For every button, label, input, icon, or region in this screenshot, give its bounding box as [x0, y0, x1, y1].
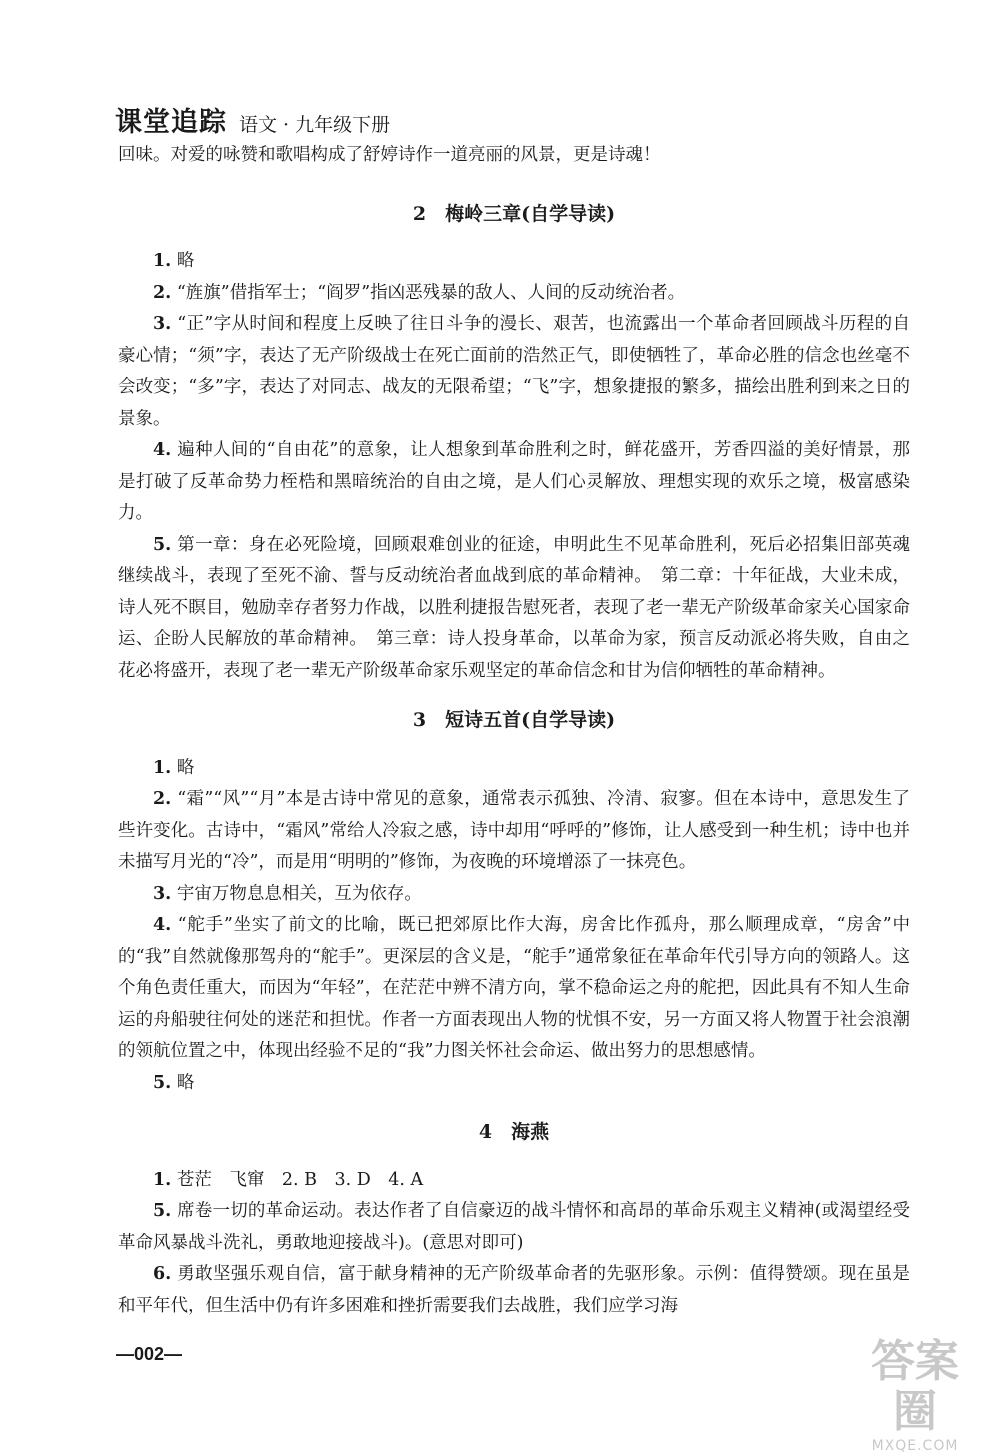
watermark-site: MXQE.COM — [871, 1438, 959, 1454]
list-item: 2. “霜”“风”“月”本是古诗中常见的意象，通常表示孤独、冷清、寂寥。但在本诗中，意思发生了些许变化。古诗中，“霜风”常给人冷寂之感，诗中却用“呼呼的”修饰，让人感受到一种生机；诗中也并未描写月光的“冷”，而是用“明明的”修饰，为夜晚的环境增添了一抹亮色。 — [118, 789, 910, 872]
list-item: 5. 第一章：身在必死险境，回顾艰难创业的征途，申明此生不见革命胜利，死后必招集旧部英魂继续战斗，表现了至死不渝、誓与反动统治者血战到底的革命精神。 第二章：十年征战，大业未成，诗人死不瞑目，勉励幸存者努力作战，以胜利捷报告慰死者，表现了老一辈无产阶级革命家关心国家命运、企盼人民解放的革命精神。 第三章：诗人投身革命，以革命为家，预言反动派必将失败，自由之花必将盛开，表现了老一辈无产阶级革命家乐观坚定的革命信念和甘为信仰牺牲的革命精神。 — [118, 534, 910, 681]
list-item: 1. 略 — [153, 251, 195, 271]
page-content — [118, 140, 910, 1322]
subject-title: 语文 · 九年级下册 — [239, 114, 391, 136]
list-item: 4. 遍种人间的“自由花”的意象，让人想象到革命胜利之时，鲜花盛开，芳香四溢的美好情景，那是打破了反革命势力桎梏和黑暗统治的自由之境，是人们心灵解放、理想实现的欢乐之境，极富感染力。 — [118, 440, 910, 523]
watermark-brand: 答案圈 — [871, 1336, 959, 1437]
page-header — [115, 100, 390, 139]
watermark-logo — [855, 1336, 975, 1454]
page-number: —002— — [116, 1344, 183, 1364]
list-item: 5. 略 — [153, 1072, 195, 1093]
section-title: 2 梅岭三章(自学导读) — [412, 202, 616, 225]
section-title: 4 海燕 — [478, 1121, 550, 1143]
brand-title: 课堂追踪 — [115, 107, 227, 138]
list-item: 5. 席卷一切的革命运动。表达作者了自信豪迈的战斗情怀和高昂的革命乐观主义精神(或渴望经受革命风暴战斗洗礼，勇敢地迎接战斗)。(意思对即可) — [118, 1201, 910, 1253]
list-item: 1. 苍茫 飞窜 2. B 3. D 4. A — [153, 1169, 424, 1190]
list-item: 6. 勇敢坚强乐观自信，富于献身精神的无产阶级革命者的先驱形象。示例：值得赞颂。现在虽是和平年代，但生活中仍有许多困难和挫折需要我们去战胜，我们应学习海 — [118, 1264, 910, 1316]
list-item: 2. “旌旗”借指军士；“阎罗”指凶恶残暴的敌人、人间的反动统治者。 — [153, 282, 686, 303]
list-item: 1. 略 — [153, 757, 195, 778]
section-title: 3 短诗五首(自学导读) — [412, 709, 616, 731]
intro-paragraph: 回味。对爱的咏赞和歌唱构成了舒婷诗作一道亮丽的风景，更是诗魂！ — [118, 145, 661, 165]
list-item: 3. 宇宙万物息息相关，互为依存。 — [153, 883, 422, 904]
list-item: 3. “正”字从时间和程度上反映了往日斗争的漫长、艰苦，也流露出一个革命者回顾战斗历程的自豪心情；“须”字，表达了无产阶级战士在死亡面前的浩然正气，即使牺牲了，革命必胜的信念也丝毫不会改变；“多”字，表达了对同志、战友的无限希望；“飞”字，想象捷报的繁多，描绘出胜利到来之日的景象。 — [118, 314, 910, 429]
list-item: 4. “舵手”坐实了前文的比喻，既已把郊原比作大海，房舍比作孤舟，那么顺理成章，“房舍”中的“我”自然就像那驾舟的“舵手”。更深层的含义是，“舵手”通常象征在革命年代引导方向的领路人。这个角色责任重大，而因为“年轻”，在茫茫中辨不清方向，掌不稳命运之舟的舵把，因此具有不知人生命运的舟船驶往何处的迷茫和担忧。作者一方面表现出人物的忧惧不安，另一方面又将人物置于社会浪潮的领航位置之中，体现出经验不足的“我”力图关怀社会命运、做出努力的思想感情。 — [118, 915, 910, 1061]
